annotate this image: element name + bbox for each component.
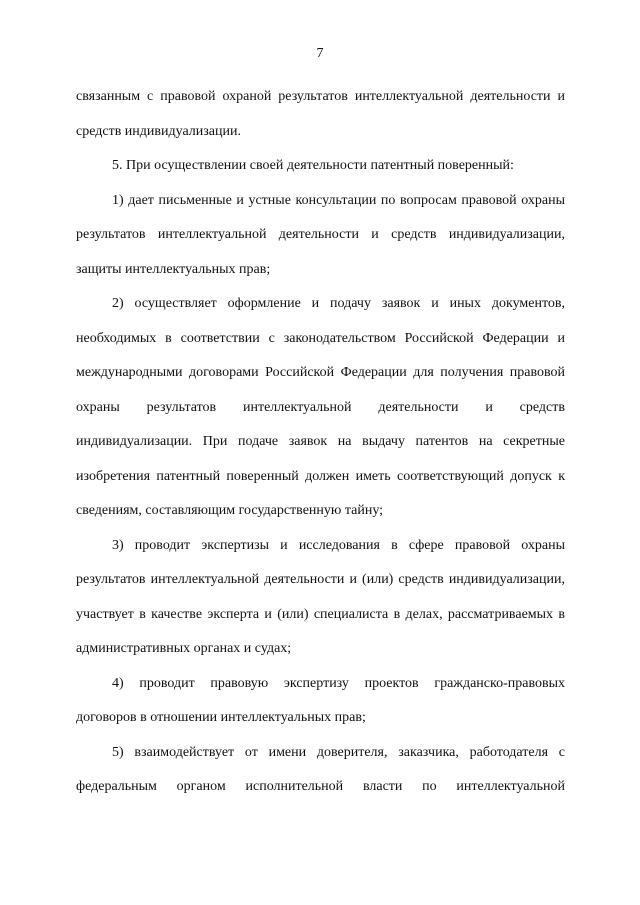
- paragraph-subitem-3: 3) проводит экспертизы и исследования в сфере правовой охраны результатов интеллектуальной деятельности и (или) средств индивидуализации, участвует в качестве эксперта и (или) специалиста в делах, рассматриваемых в административных органах и судах;: [76, 537, 565, 656]
- document-body: [76, 80, 565, 805]
- paragraph-continuation: связанным с правовой охраной результатов интеллектуальной деятельности и средств индивидуализации.: [76, 89, 565, 139]
- paragraph-subitem-1: 1) дает письменные и устные консультации по вопросам правовой охраны результатов интеллектуальной деятельности и средств индивидуализации, защиты интеллектуальных прав;: [76, 192, 565, 277]
- paragraph-subitem-5: 5) взаимодействует от имени доверителя, заказчика, работодателя с федеральным органом исполнительной власти по интеллектуальной: [76, 744, 565, 794]
- paragraph-subitem-4: 4) проводит правовую экспертизу проектов гражданско-правовых договоров в отношении интеллектуальных прав;: [76, 675, 565, 725]
- paragraph-item-5: 5. При осуществлении своей деятельности патентный поверенный:: [112, 158, 514, 173]
- page-number: 7: [316, 46, 324, 61]
- paragraph-subitem-2: 2) осуществляет оформление и подачу заявок и иных документов, необходимых в соответствии с законодательством Российской Федерации и международными договорами Российской Федерации для получения правовой охраны результатов интеллектуальной деятельности и средств индивидуализации. При подаче заявок на выдачу патентов на секретные изобретения патентный поверенный должен иметь соответствующий допуск к сведениям, составляющим государственную тайну;: [76, 296, 565, 518]
